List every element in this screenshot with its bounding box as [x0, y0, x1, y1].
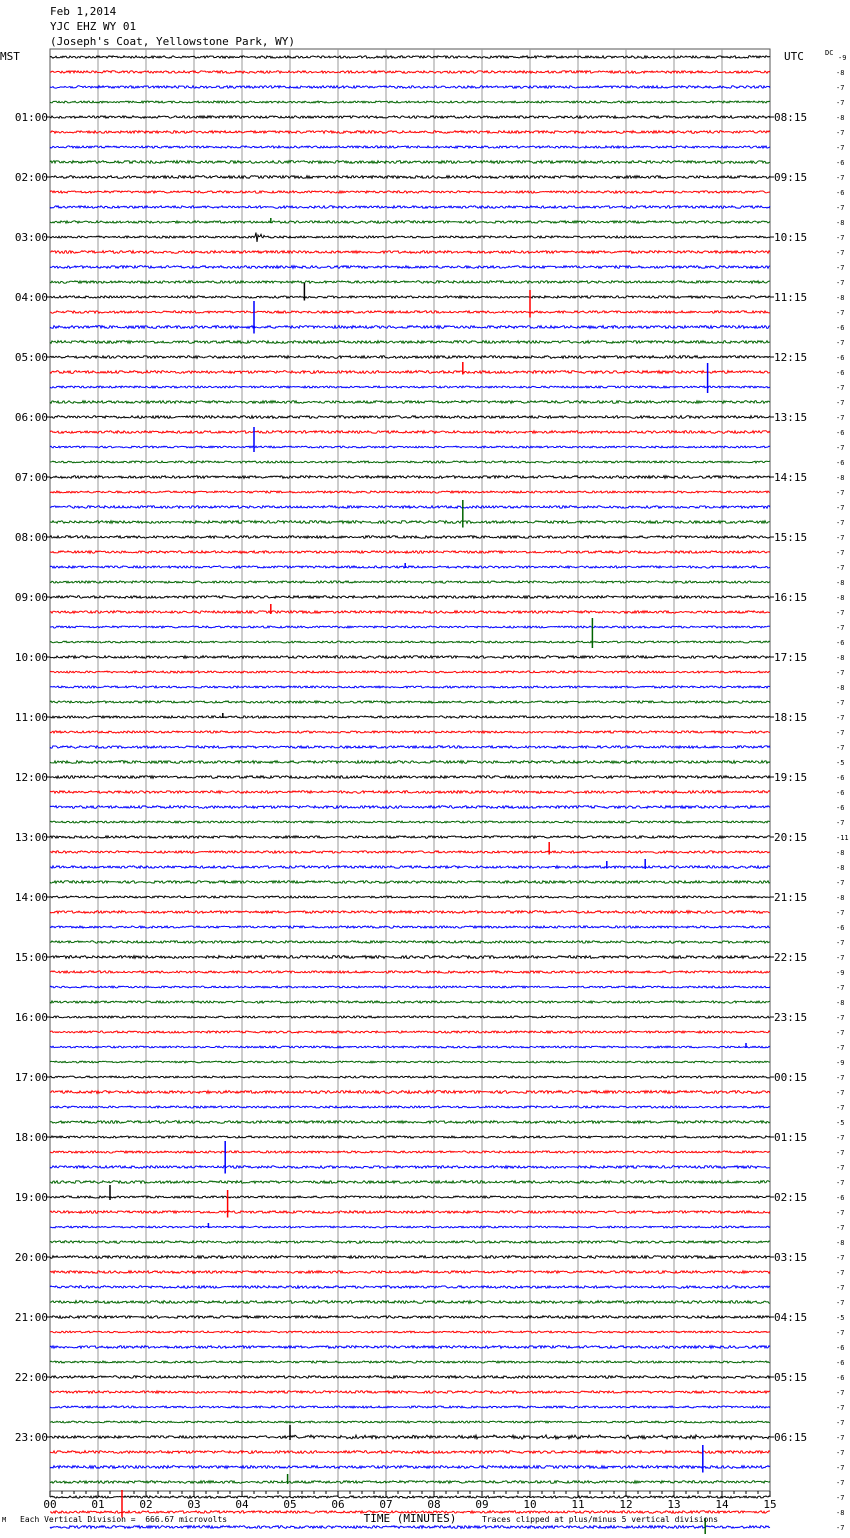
x-tick-label: 10	[523, 1498, 537, 1511]
dc-offset-label: -7	[836, 309, 845, 317]
trace-row	[50, 536, 770, 538]
trace-row	[50, 446, 770, 448]
trace-row	[50, 626, 770, 628]
dc-offset-label: -7	[836, 1299, 845, 1307]
dc-offset-label: -5	[836, 1119, 845, 1127]
dc-offset-label: -7	[836, 1284, 845, 1292]
trace-row	[50, 1106, 770, 1108]
dc-offset-label: -7	[836, 879, 845, 887]
trace-row	[50, 161, 770, 164]
dc-offset-label: -9	[836, 1059, 845, 1067]
utc-hour-label: 08:15	[774, 111, 808, 124]
dc-offset-label: -8	[836, 474, 845, 482]
mst-hour-label: 09:00	[14, 591, 48, 604]
trace-row	[50, 491, 770, 493]
mst-hour-label: 13:00	[14, 831, 48, 844]
x-tick-label: 08	[427, 1498, 441, 1511]
trace-row	[50, 806, 770, 809]
dc-offset-label: -6	[836, 1374, 845, 1382]
mst-hour-label: 11:00	[14, 711, 48, 724]
trace-row	[50, 116, 770, 118]
dc-offset-label: -8	[836, 894, 845, 902]
dc-offset-label: -6	[836, 324, 845, 332]
dc-offset-label: -7	[836, 744, 845, 752]
dc-offset-label: -7	[836, 99, 845, 107]
dc-offset-label: -8	[836, 849, 845, 857]
dc-offset-label: -8	[836, 69, 845, 77]
dc-offset-label: -7	[836, 414, 845, 422]
utc-hour-label: 14:15	[774, 471, 808, 484]
trace-row	[50, 581, 770, 583]
dc-offset-label: -7	[836, 534, 845, 542]
trace-row	[50, 866, 770, 868]
trace-row	[50, 746, 770, 748]
trace-row	[50, 1166, 770, 1169]
dc-offset-label: -7	[836, 174, 845, 182]
trace-row	[50, 146, 770, 148]
corner-mark: M	[2, 1516, 7, 1524]
trace-row	[50, 1271, 770, 1274]
trace-row	[50, 1391, 770, 1393]
trace-row	[50, 941, 770, 943]
trace-row	[50, 371, 770, 374]
dc-offset-label: -8	[836, 579, 845, 587]
dc-offset-label: -7	[836, 909, 845, 917]
dc-offset-label: -6	[836, 429, 845, 437]
trace-row	[50, 986, 770, 988]
trace-row	[50, 1435, 770, 1439]
clip-note: Traces clipped at plus/minus 5 vertical divisions	[482, 1515, 719, 1524]
scale-note: Each Vertical Division = 666.67 microvolts	[20, 1515, 228, 1524]
trace-row	[50, 356, 770, 359]
trace-row	[50, 1136, 770, 1138]
dc-offset-label: -8	[836, 219, 845, 227]
mst-hour-label: 17:00	[14, 1071, 48, 1084]
trace-row	[50, 1181, 770, 1184]
dc-offset-label: -7	[836, 1479, 845, 1487]
trace-row	[50, 461, 770, 463]
trace-row	[50, 101, 770, 103]
header-station: YJC EHZ WY 01	[50, 20, 137, 33]
trace-row	[50, 596, 770, 599]
trace-row	[50, 266, 770, 269]
dc-offset-label: -6	[836, 369, 845, 377]
dc-offset-label: -7	[836, 819, 845, 827]
trace-row	[50, 176, 770, 179]
utc-hour-label: 20:15	[774, 831, 808, 844]
trace-row	[50, 341, 770, 344]
trace-row	[50, 911, 770, 914]
x-tick-label: 04	[235, 1498, 249, 1511]
mst-hour-label: 14:00	[14, 891, 48, 904]
utc-hour-label: 00:15	[774, 1071, 808, 1084]
utc-hour-label: 05:15	[774, 1371, 808, 1384]
dc-offset-label: -7	[836, 1419, 845, 1427]
dc-offset-label: -7	[836, 1074, 845, 1082]
dc-offset-label: -7	[836, 1389, 845, 1397]
dc-offset-label: -6	[836, 159, 845, 167]
dc-offset-label: -6	[836, 354, 845, 362]
trace-row	[50, 551, 770, 553]
trace-row	[50, 671, 770, 673]
dc-offset-label: -7	[836, 1269, 845, 1277]
dc-offset-label: -8	[836, 1509, 845, 1517]
dc-offset-label: -7	[836, 84, 845, 92]
utc-hour-label: 19:15	[774, 771, 808, 784]
utc-hour-label: 11:15	[774, 291, 808, 304]
mst-hour-label: 04:00	[14, 291, 48, 304]
x-tick-label: 15	[763, 1498, 777, 1511]
trace-row	[50, 1076, 770, 1078]
dc-offset-label: -7	[836, 444, 845, 452]
dc-offset-label: -7	[836, 1404, 845, 1412]
dc-offset-label: -7	[836, 399, 845, 407]
dc-offset-label: -7	[836, 144, 845, 152]
dc-offset-label: -7	[836, 729, 845, 737]
dc-offset-label: -7	[836, 1164, 845, 1172]
dc-offset-label: -7	[836, 984, 845, 992]
dc-offset-label: -7	[836, 204, 845, 212]
trace-row	[50, 506, 770, 508]
x-tick-label: 05	[283, 1498, 297, 1511]
dc-offset-label: -6	[836, 639, 845, 647]
trace-row	[50, 401, 770, 404]
dc-offset-label: -7	[836, 609, 845, 617]
dc-offset-label: -7	[836, 1254, 845, 1262]
utc-hour-label: 18:15	[774, 711, 808, 724]
x-tick-label: 13	[667, 1498, 681, 1511]
x-tick-label: 09	[475, 1498, 489, 1511]
dc-offset-label: -7	[836, 519, 845, 527]
utc-hour-label: 02:15	[774, 1191, 808, 1204]
trace-row	[50, 1331, 770, 1333]
trace-row	[50, 956, 770, 959]
mst-hour-label: 18:00	[14, 1131, 48, 1144]
mst-hour-label: 16:00	[14, 1011, 48, 1024]
trace-row	[50, 326, 770, 329]
dc-offset-label: -7	[836, 714, 845, 722]
dc-offset-label: -7	[836, 1224, 845, 1232]
trace-row	[50, 1091, 770, 1094]
mst-label: MST	[0, 50, 20, 63]
dc-offset-label: -8	[836, 654, 845, 662]
dc-offset-label: -7	[836, 939, 845, 947]
mst-hour-label: 22:00	[14, 1371, 48, 1384]
trace-row	[50, 1346, 770, 1349]
mst-hour-label: 23:00	[14, 1431, 48, 1444]
utc-hour-label: 15:15	[774, 531, 808, 544]
header-location: (Joseph's Coat, Yellowstone Park, WY)	[50, 35, 296, 48]
dc-offset-label: -7	[836, 384, 845, 392]
trace-row	[50, 221, 770, 223]
trace-row	[50, 1361, 770, 1363]
dc-offset-label: -9	[836, 969, 845, 977]
trace-row	[50, 281, 770, 283]
dc-offset-label: -8	[836, 114, 845, 122]
trace-row	[50, 1211, 770, 1213]
trace-row	[50, 761, 770, 764]
dc-offset-label: -11	[836, 834, 849, 842]
mst-hour-label: 08:00	[14, 531, 48, 544]
utc-hour-label: 03:15	[774, 1251, 808, 1264]
trace-row	[50, 731, 770, 733]
dc-offset-label: -7	[836, 339, 845, 347]
utc-hour-label: 09:15	[774, 171, 808, 184]
trace-row	[50, 1466, 770, 1469]
x-tick-label: 12	[619, 1498, 633, 1511]
dc-offset-label: -7	[836, 954, 845, 962]
trace-row	[50, 1151, 770, 1153]
utc-label: UTC	[784, 50, 804, 63]
dc-offset-label: -9	[838, 54, 847, 62]
mst-hour-label: 12:00	[14, 771, 48, 784]
utc-hour-label: 22:15	[774, 951, 808, 964]
trace-row	[50, 191, 770, 193]
utc-hour-label: 16:15	[774, 591, 808, 604]
trace-row	[50, 836, 770, 838]
x-tick-label: 01	[91, 1498, 105, 1511]
x-tick-label: 00	[43, 1498, 57, 1511]
mst-hour-label: 05:00	[14, 351, 48, 364]
x-tick-label: 07	[379, 1498, 393, 1511]
dc-offset-label: -7	[836, 1044, 845, 1052]
dc-offset-label: -6	[836, 1359, 845, 1367]
trace-row	[50, 791, 770, 794]
utc-hour-label: 17:15	[774, 651, 808, 664]
trace-row	[50, 1121, 770, 1124]
trace-row	[50, 1316, 770, 1318]
dc-offset-label: -8	[836, 864, 845, 872]
mst-hour-label: 07:00	[14, 471, 48, 484]
trace-row	[50, 296, 770, 298]
dc-offset-label: -7	[836, 1134, 845, 1142]
mst-hour-label: 06:00	[14, 411, 48, 424]
trace-row	[50, 1496, 770, 1498]
trace-row	[50, 926, 770, 928]
dc-offset-label: -8	[836, 1239, 845, 1247]
dc-offset-label: -7	[836, 1029, 845, 1037]
x-tick-label: 06	[331, 1498, 345, 1511]
dc-offset-label: -7	[836, 489, 845, 497]
mst-hour-label: 15:00	[14, 951, 48, 964]
dc-label: DC	[825, 49, 834, 57]
mst-hour-label: 20:00	[14, 1251, 48, 1264]
trace-row	[50, 1016, 770, 1018]
dc-offset-label: -6	[836, 789, 845, 797]
trace-row	[50, 71, 770, 73]
dc-offset-label: -7	[836, 624, 845, 632]
trace-row	[50, 1046, 770, 1048]
trace-row	[50, 1406, 770, 1408]
trace-row	[50, 386, 770, 388]
trace-row	[50, 566, 770, 568]
trace-row	[50, 206, 770, 208]
trace-row	[50, 1196, 770, 1198]
trace-row	[50, 821, 770, 823]
trace-row	[50, 1226, 770, 1228]
dc-offset-label: -6	[836, 774, 845, 782]
trace-row	[50, 1451, 770, 1454]
utc-hour-label: 21:15	[774, 891, 808, 904]
dc-offset-label: -7	[836, 504, 845, 512]
trace-row	[50, 1256, 770, 1259]
dc-offset-label: -8	[836, 999, 845, 1007]
dc-offset-label: -7	[836, 699, 845, 707]
mst-hour-label: 10:00	[14, 651, 48, 664]
dc-offset-label: -7	[836, 1014, 845, 1022]
trace-row	[50, 851, 770, 853]
dc-offset-label: -7	[836, 1179, 845, 1187]
dc-offset-label: -5	[836, 759, 845, 767]
dc-offset-label: -7	[836, 129, 845, 137]
trace-row	[50, 431, 770, 434]
trace-row	[50, 1031, 770, 1033]
trace-row	[50, 233, 770, 242]
dc-offset-label: -7	[836, 1149, 845, 1157]
trace-row	[50, 716, 770, 718]
trace-row	[50, 1526, 770, 1529]
dc-offset-label: -7	[836, 1524, 845, 1532]
trace-row	[50, 1001, 770, 1003]
trace-row	[50, 476, 770, 479]
mst-hour-label: 02:00	[14, 171, 48, 184]
dc-offset-label: -7	[836, 1089, 845, 1097]
trace-row	[50, 1481, 770, 1484]
trace-row	[50, 656, 770, 659]
dc-offset-label: -7	[836, 1209, 845, 1217]
dc-offset-label: -7	[836, 264, 845, 272]
trace-row	[50, 56, 770, 58]
dc-offset-label: -7	[836, 1434, 845, 1442]
plot-frame	[50, 49, 770, 1491]
utc-hour-label: 06:15	[774, 1431, 808, 1444]
dc-offset-label: -6	[836, 459, 845, 467]
trace-row	[50, 641, 770, 643]
trace-row	[50, 86, 770, 88]
utc-hour-label: 04:15	[774, 1311, 808, 1324]
utc-hour-label: 01:15	[774, 1131, 808, 1144]
dc-offset-label: -6	[836, 1344, 845, 1352]
mst-hour-label: 21:00	[14, 1311, 48, 1324]
mst-hour-label: 19:00	[14, 1191, 48, 1204]
trace-row	[50, 521, 770, 524]
utc-hour-label: 10:15	[774, 231, 808, 244]
x-tick-label: 14	[715, 1498, 729, 1511]
utc-hour-label: 12:15	[774, 351, 808, 364]
utc-hour-label: 13:15	[774, 411, 808, 424]
dc-offset-label: -6	[836, 1194, 845, 1202]
dc-offset-label: -7	[836, 669, 845, 677]
dc-offset-label: -6	[836, 924, 845, 932]
trace-row	[50, 416, 770, 419]
trace-row	[50, 701, 770, 703]
dc-offset-label: -7	[836, 1329, 845, 1337]
trace-row	[50, 1301, 770, 1304]
dc-offset-label: -7	[836, 549, 845, 557]
dc-offset-label: -8	[836, 294, 845, 302]
dc-offset-label: -5	[836, 1314, 845, 1322]
x-axis-title: TIME (MINUTES)	[363, 1512, 457, 1525]
mst-hour-label: 03:00	[14, 231, 48, 244]
dc-offset-label: -6	[836, 804, 845, 812]
trace-row	[50, 881, 770, 884]
trace-row	[50, 1286, 770, 1288]
trace-row	[50, 131, 770, 134]
dc-offset-label: -7	[836, 564, 845, 572]
trace-row	[50, 896, 770, 898]
dc-offset-label: -7	[836, 234, 845, 242]
dc-offset-label: -7	[836, 1104, 845, 1112]
dc-offset-label: -7	[836, 1464, 845, 1472]
trace-row	[50, 776, 770, 779]
trace-row	[50, 1421, 770, 1423]
dc-offset-label: -7	[836, 1449, 845, 1457]
trace-row	[50, 251, 770, 254]
trace-row	[50, 1376, 770, 1379]
dc-offset-label: -7	[836, 1494, 845, 1502]
trace-row	[50, 611, 770, 613]
trace-row	[50, 311, 770, 313]
header-date: Feb 1,2014	[50, 5, 117, 18]
dc-offset-label: -8	[836, 684, 845, 692]
dc-offset-label: -7	[836, 279, 845, 287]
trace-row	[50, 1061, 770, 1063]
trace-row	[50, 686, 770, 688]
x-tick-label: 11	[571, 1498, 585, 1511]
trace-row	[50, 971, 770, 973]
utc-hour-label: 23:15	[774, 1011, 808, 1024]
dc-offset-label: -6	[836, 189, 845, 197]
mst-hour-label: 01:00	[14, 111, 48, 124]
x-tick-label: 02	[139, 1498, 153, 1511]
x-tick-label: 03	[187, 1498, 201, 1511]
dc-offset-label: -8	[836, 594, 845, 602]
dc-offset-label: -7	[836, 249, 845, 257]
trace-row	[50, 1241, 770, 1243]
